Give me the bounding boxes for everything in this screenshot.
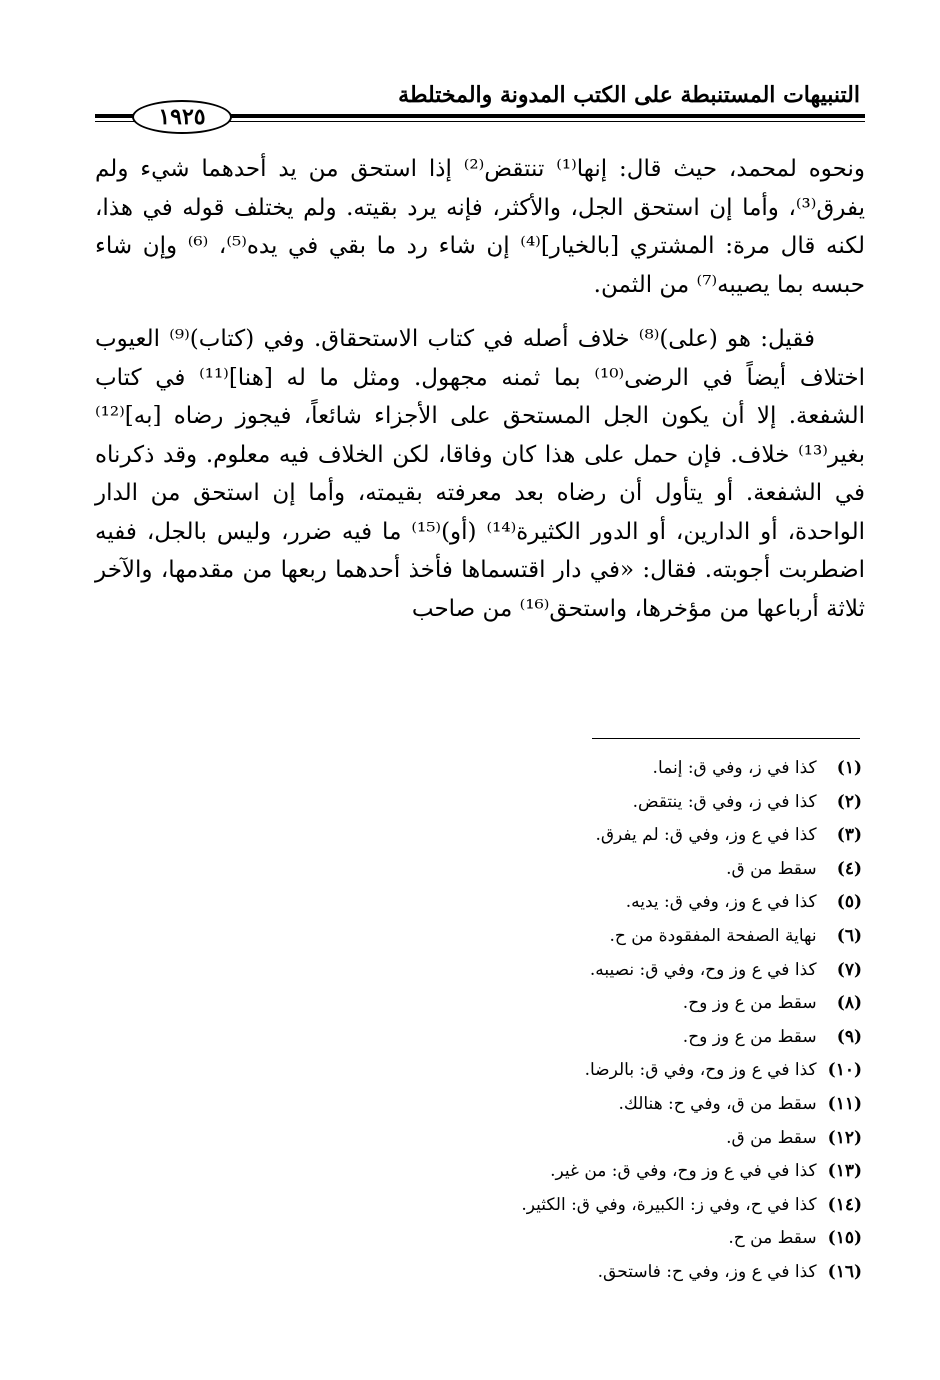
footnote-text: سقط من ق. [726,1127,817,1148]
footnote-text: سقط من ح. [728,1228,817,1249]
footnote [302,1122,862,1156]
footnote-number: (٨) [836,993,862,1014]
footnote-separator [592,738,860,739]
footnote-text: كذا في ز، وفي ق: ينتقض. [632,791,817,812]
paragraph: فقيل: هو (على)⁽⁸⁾ خلاف أصله في كتاب الاستحقاق. وفي (كتاب)⁽⁹⁾ العيوب اختلاف أيضاً في الرضى⁽¹⁰⁾ بما ثمنه مجهول. ومثل ما له [هنا]⁽¹¹⁾ في كتاب الشفعة. إلا أن يكون الجل المستحق على الأجزاء شائعاً، فيجوز رضاه [به]⁽¹²⁾ بغير⁽¹³⁾ خلاف. فإن حمل على هذا كان وفاقا، لكن الخلاف فيه معلوم. وقد ذكرناه في الشفعة. أو يتأول أن رضاه بعد معرفته بقيمته، وأما إن استحق من الدار الواحدة، أو الدارين، أو الدور الكثيرة⁽¹⁴⁾ (أو)⁽¹⁵⁾ ما فيه ضرر، وليس بالجل، ففيه اضطربت أجوبته. فقال: «في دار اقتسماها فأخذ أحدهما ربعها من مقدمها، والآخر ثلاثة أرباعها من مؤخرها، واستحق⁽¹⁶⁾ من صاحب [95,326,866,622]
footnote-number: (٩) [836,1026,862,1047]
footnote-text: كذا في في ع وز وح، وفي ق: من غير. [550,1161,817,1182]
footnotes-list [302,752,862,1290]
running-title: التنبيهات المستنبطة على الكتب المدونة والمختلطة [398,82,860,108]
footnote [302,1155,862,1189]
footnote [302,752,862,786]
footnote-text: سقط من ق. [726,858,817,879]
footnote-text: كذا في ح، وفي ز: الكبيرة، وفي ق: الكثير. [521,1194,817,1215]
footnote [302,1088,862,1122]
footnote-number: (٦) [836,925,862,946]
footnote-number: (٧) [836,959,862,980]
footnote [302,920,862,954]
footnote-number: (٢) [836,791,862,812]
footnote-text: كذا في ع وز وح، وفي ق: بالرضا. [584,1060,817,1081]
footnote-number: (١٤) [827,1194,862,1215]
footnote [302,1021,862,1055]
footnote-number: (١٠) [827,1060,862,1081]
footnote-number: (١٦) [827,1261,862,1282]
footnote [302,987,862,1021]
footnote-text: سقط من ع وز وح. [682,1026,817,1047]
footnote-number: (١٥) [827,1228,862,1249]
footnote [302,1189,862,1223]
footnote-text: نهاية الصفحة المفقودة من ح. [609,925,817,946]
footnote-text: كذا في ع وز وح، وفي ق: نصيبه. [589,959,817,980]
footnote-number: (١١) [827,1093,862,1114]
footnote-text: سقط من ق، وفي ح: هنالك. [618,1093,817,1114]
footnote [302,786,862,820]
footnote [302,1222,862,1256]
paragraph: ونحوه لمحمد، حيث قال: إنها⁽¹⁾ تنتقض⁽²⁾ إذا استحق من يد أحدهما شيء ولم يفرق⁽³⁾، وأما إن استحق الجل، والأكثر، فإنه يرد بقيته. ولم يختلف قوله في هذا، لكنه قال مرة: المشتري [بالخيار]⁽⁴⁾ إن شاء رد ما بقي في يده⁽⁵⁾، ⁽⁶⁾ وإن شاء حبسه بما يصيبه⁽⁷⁾ من الثمن. [95,156,865,298]
footnote [302,1256,862,1290]
footnote-text: كذا في ع وز، وفي ق: يديه. [625,892,817,913]
footnote [302,853,862,887]
page-number: ١٩٢٥ [132,100,232,134]
footnote-text: سقط من ع وز وح. [682,993,817,1014]
footnote-number: (٣) [836,825,862,846]
footnote-number: (١٣) [827,1161,862,1182]
footnote-number: (٥) [836,892,862,913]
footnote-text: كذا في ز، وفي ق: إنما. [652,758,817,778]
footnote [302,954,862,988]
footnote-text: كذا في ع وز، وفي ق: لم يفرق. [595,825,817,846]
footnote-number: (٤) [836,858,862,879]
footnote-number: (١٢) [827,1127,862,1148]
footnote [302,1054,862,1088]
footnote-text: كذا في ع وز، وفي ح: فاستحق. [597,1261,817,1282]
footnote-number: (١) [836,758,862,778]
footnote [302,819,862,853]
footnote [302,886,862,920]
main-text [95,150,865,628]
